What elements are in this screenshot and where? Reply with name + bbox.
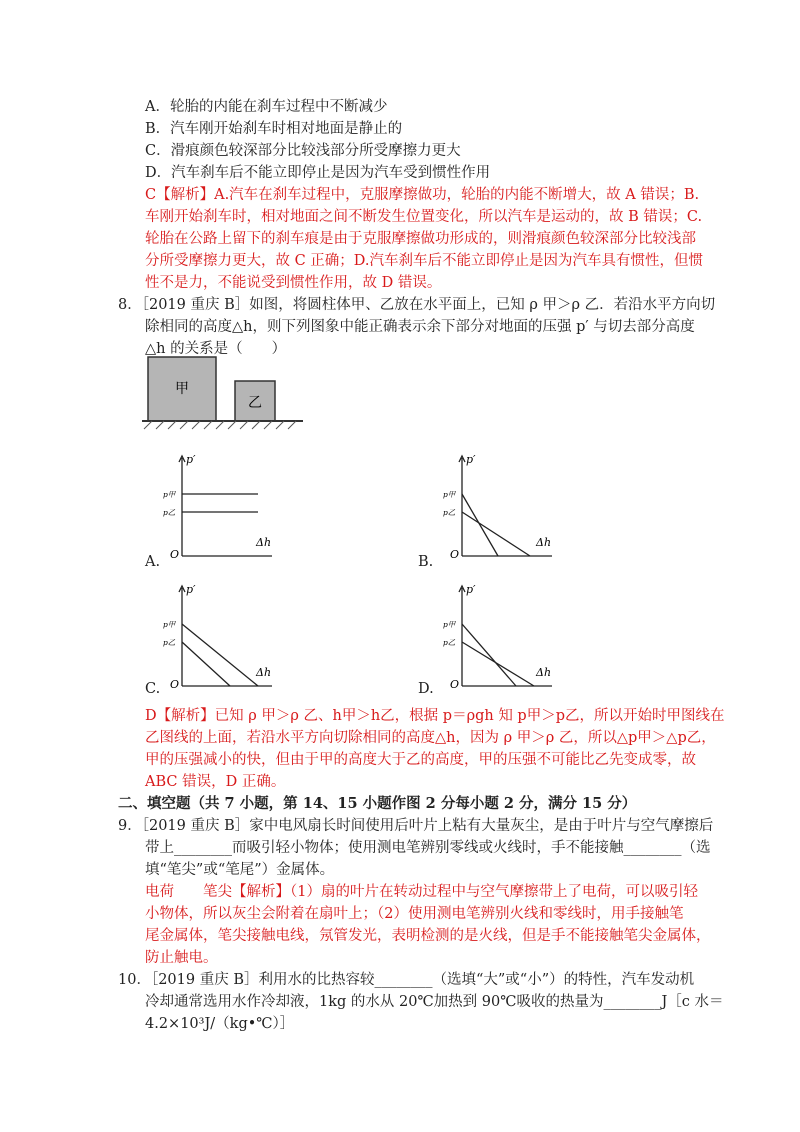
q8-stem-line: △h 的关系是（ ） [145, 341, 287, 357]
line-p-yi [462, 642, 534, 686]
q7-option-c: C．滑痕颜色较深部分比较浅部分所受摩擦力更大 [145, 143, 461, 159]
p-yi-label: p乙 [443, 638, 456, 647]
option-d-label: D. [418, 681, 434, 697]
origin-label: O [170, 548, 180, 560]
line-p-yi [182, 642, 230, 686]
p-jia-label: p甲 [443, 490, 456, 499]
q7-option-b: B．汽车刚开始刹车时相对地面是静止的 [145, 121, 403, 137]
q7-analysis-line: 分所受摩擦力更大，故 C 正确；D.汽车刹车后不能立即停止是因为汽车具有惯性，但惯 [145, 253, 704, 269]
q9-stem-line: 带上________而吸引轻小物体；使用测电笔辨别零线或火线时，手不能接触________（选 [145, 840, 711, 856]
cylinders-figure [140, 355, 305, 435]
origin-label: O [450, 678, 460, 690]
origin-label: O [450, 548, 460, 560]
graph-d [440, 582, 560, 690]
origin-label: O [170, 678, 180, 690]
graph-b [440, 452, 560, 560]
p-jia-label: p甲 [443, 620, 456, 629]
q7-analysis-line: C【解析】A.汽车在刹车过程中，克服摩擦做功，轮胎的内能不断增大，故 A 错误；B. [145, 187, 700, 203]
block-yi-label: 乙 [248, 395, 262, 411]
x-axis-label: Δh [536, 666, 552, 679]
x-axis-label: Δh [256, 666, 272, 679]
y-axis-label: p′ [466, 453, 476, 466]
graph-c [160, 582, 280, 690]
q7-analysis-line: 轮胎在公路上留下的刹车痕是由于克服摩擦做功形成的，则滑痕颜色较深部分比较浅部 [145, 231, 696, 247]
q9-stem-line: 填“笔尖”或“笔尾”）金属体。 [145, 862, 335, 878]
option-b-label: B. [418, 554, 434, 570]
x-axis-label: Δh [256, 536, 272, 549]
q9-analysis-line: 防止触电。 [145, 950, 218, 966]
q8-analysis-line: 乙图线的上面，若沿水平方向切除相同的高度△h，因为 ρ 甲＞ρ 乙，所以△p甲＞△p乙， [145, 730, 716, 746]
q7-option-d: D．汽车刹车后不能立即停止是因为汽车受到惯性作用 [145, 165, 491, 181]
q7-analysis-line: 车刚开始刹车时，相对地面之间不断发生位置变化，所以汽车是运动的，故 B 错误；C. [145, 209, 703, 225]
q10-stem-line: 4.2×10³J/（kg•℃）］ [145, 1016, 295, 1032]
q9-stem-line: 9．［2019 重庆 B］家中电风扇长时间使用后叶片上粘有大量灰尘，是由于叶片与空气摩擦后 [118, 818, 714, 834]
p-yi-label: p乙 [163, 508, 176, 517]
q7-analysis-line: 性不是力，不能说受到惯性作用，故 D 错误。 [145, 275, 442, 291]
line-p-jia [462, 624, 516, 686]
y-axis-label: p′ [186, 453, 196, 466]
q8-analysis-line: ABC 错误，D 正确。 [145, 774, 286, 790]
p-jia-label: p甲 [163, 490, 176, 499]
block-jia-label: 甲 [175, 381, 189, 397]
q8-analysis-line: D【解析】已知 ρ 甲＞ρ 乙、h甲＞h乙，根据 p＝ρgh 知 p甲＞p乙，所以开始时甲图线在 [145, 708, 725, 724]
p-yi-label: p乙 [163, 638, 176, 647]
p-yi-label: p乙 [443, 508, 456, 517]
section-title: 二、填空题（共 7 小题，第 14、15 小题作图 2 分每小题 2 分，满分 15 分） [118, 795, 637, 812]
y-axis-label: p′ [466, 583, 476, 596]
graph-a [160, 452, 280, 560]
q9-analysis-line: 小物体，所以灰尘会附着在扇叶上；（2）使用测电笔辨别火线和零线时，用手接触笔 [145, 906, 684, 922]
q8-stem-line: 8．［2019 重庆 B］如图，将圆柱体甲、乙放在水平面上，已知 ρ 甲＞ρ 乙．若沿水平方向切 [118, 297, 716, 313]
q9-analysis-line: 尾金属体，笔尖接触电线，氖管发光，表明检测的是火线，但是手不能接触笔尖金属体， [145, 928, 711, 944]
q10-stem-line: 冷却通常选用水作冷却液，1kg 的水从 20℃加热到 90℃吸收的热量为________J［c 水＝ [145, 994, 724, 1010]
q7-option-a: A．轮胎的内能在刹车过程中不断减少 [145, 99, 388, 115]
q8-stem-line: 除相同的高度△h，则下列图象中能正确表示余下部分对地面的压强 p′ 与切去部分高度 [145, 319, 695, 335]
q9-analysis-line: 电荷 笔尖【解析】（1）扇的叶片在转动过程中与空气摩擦带上了电荷，可以吸引轻 [145, 884, 698, 900]
x-axis-label: Δh [536, 536, 552, 549]
line-p-yi [462, 512, 530, 556]
option-c-label: C. [145, 681, 161, 697]
y-axis-label: p′ [186, 583, 196, 596]
q10-stem-line: 10．［2019 重庆 B］利用水的比热容较________（选填“大”或“小”）的特性，汽车发动机 [118, 972, 695, 988]
q8-analysis-line: 甲的压强减小的快，但由于甲的高度大于乙的高度，甲的压强不可能比乙先变成零，故 [145, 752, 696, 768]
option-a-label: A. [145, 554, 161, 570]
p-jia-label: p甲 [163, 620, 176, 629]
line-p-jia [462, 494, 498, 556]
